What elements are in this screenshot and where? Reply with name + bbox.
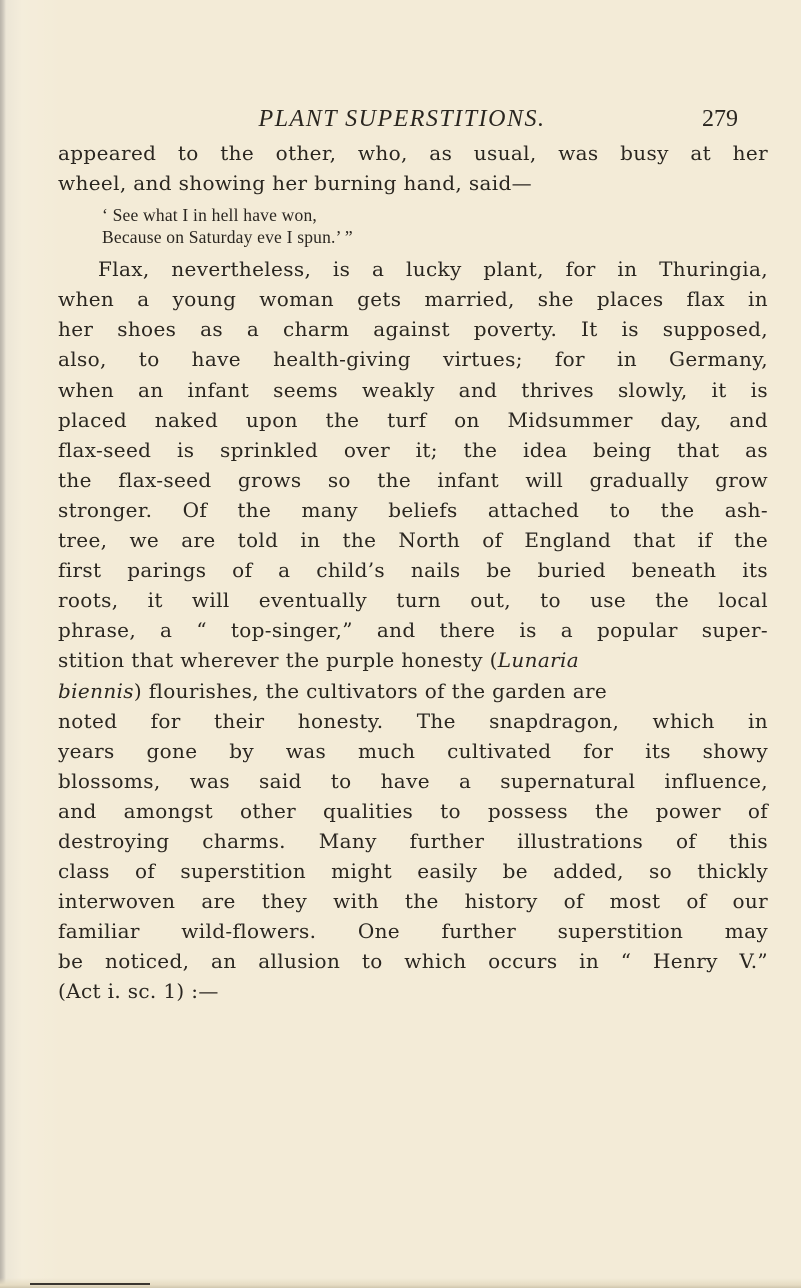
running-head — [58, 104, 746, 140]
page-number: 279 — [702, 106, 738, 132]
spine-shadow — [0, 0, 6, 1288]
text-line: when a young woman gets married, she places flax in — [58, 287, 768, 312]
text-line: (Act i. sc. 1) :— — [58, 979, 219, 1004]
text-line: her shoes as a charm against poverty. It is supposed, — [58, 317, 768, 342]
text-line — [58, 645, 768, 675]
text-line: stronger. Of the many beliefs attached to the ash- — [58, 497, 768, 522]
text-line: wheel, and showing her burning hand, said— — [58, 171, 532, 196]
text-line: blossoms, was said to have a supernatural influence, — [58, 768, 768, 793]
text-line: Flax, nevertheless, is a lucky plant, for in Thuringia, — [98, 257, 768, 282]
text-line: familiar wild-flowers. One further superstition may — [58, 919, 768, 944]
text-line: the flax-seed grows so the infant will gradually grow — [58, 467, 768, 492]
text-line: first parings of a child’s nails be buried beneath its — [58, 558, 768, 583]
text-line: and amongst other qualities to possess the power of — [58, 798, 768, 823]
text-line: years gone by was much cultivated for its showy — [58, 738, 768, 763]
text-line: when an infant seems weakly and thrives slowly, it is — [58, 377, 768, 402]
italic-term: biennis — [58, 678, 134, 703]
body-text — [58, 138, 768, 1007]
text-line: destroying charms. Many further illustrations of this — [58, 828, 768, 853]
text-line: phrase, a “ top-singer,” and there is a popular super- — [58, 618, 768, 643]
page-header-title: PLANT SUPERSTITIONS. — [258, 106, 546, 132]
bottom-rule — [30, 1283, 150, 1285]
text-line: interwoven are they with the history of most of our — [58, 889, 768, 914]
text-line — [58, 676, 768, 706]
text-line: roots, it will eventually turn out, to use the local — [58, 588, 768, 613]
verse-line: ‘ See what I in hell have won, — [102, 205, 317, 226]
text-line: also, to have health-giving virtues; for in Germany, — [58, 347, 768, 372]
text-line: appeared to the other, who, as usual, was busy at her — [58, 141, 768, 165]
verse-line: Because on Saturday eve I spun.’ ” — [102, 227, 353, 248]
text-line: placed naked upon the turf on Midsummer day, and — [58, 407, 768, 432]
text-line: be noticed, an allusion to which occurs in “ Henry V.” — [58, 949, 768, 974]
text-line: noted for their honesty. The snapdragon, which in — [58, 708, 768, 733]
italic-term: Lunaria — [497, 648, 580, 673]
text-segment: ) flourishes, the cultivators of the garden are — [133, 678, 608, 703]
text-line: flax-seed is sprinkled over it; the idea being that as — [58, 437, 768, 462]
text-segment: stition that wherever the purple honesty ( — [58, 648, 498, 673]
text-line: tree, we are told in the North of England that if the — [58, 528, 768, 553]
text-line: class of superstition might easily be added, so thickly — [58, 859, 768, 884]
